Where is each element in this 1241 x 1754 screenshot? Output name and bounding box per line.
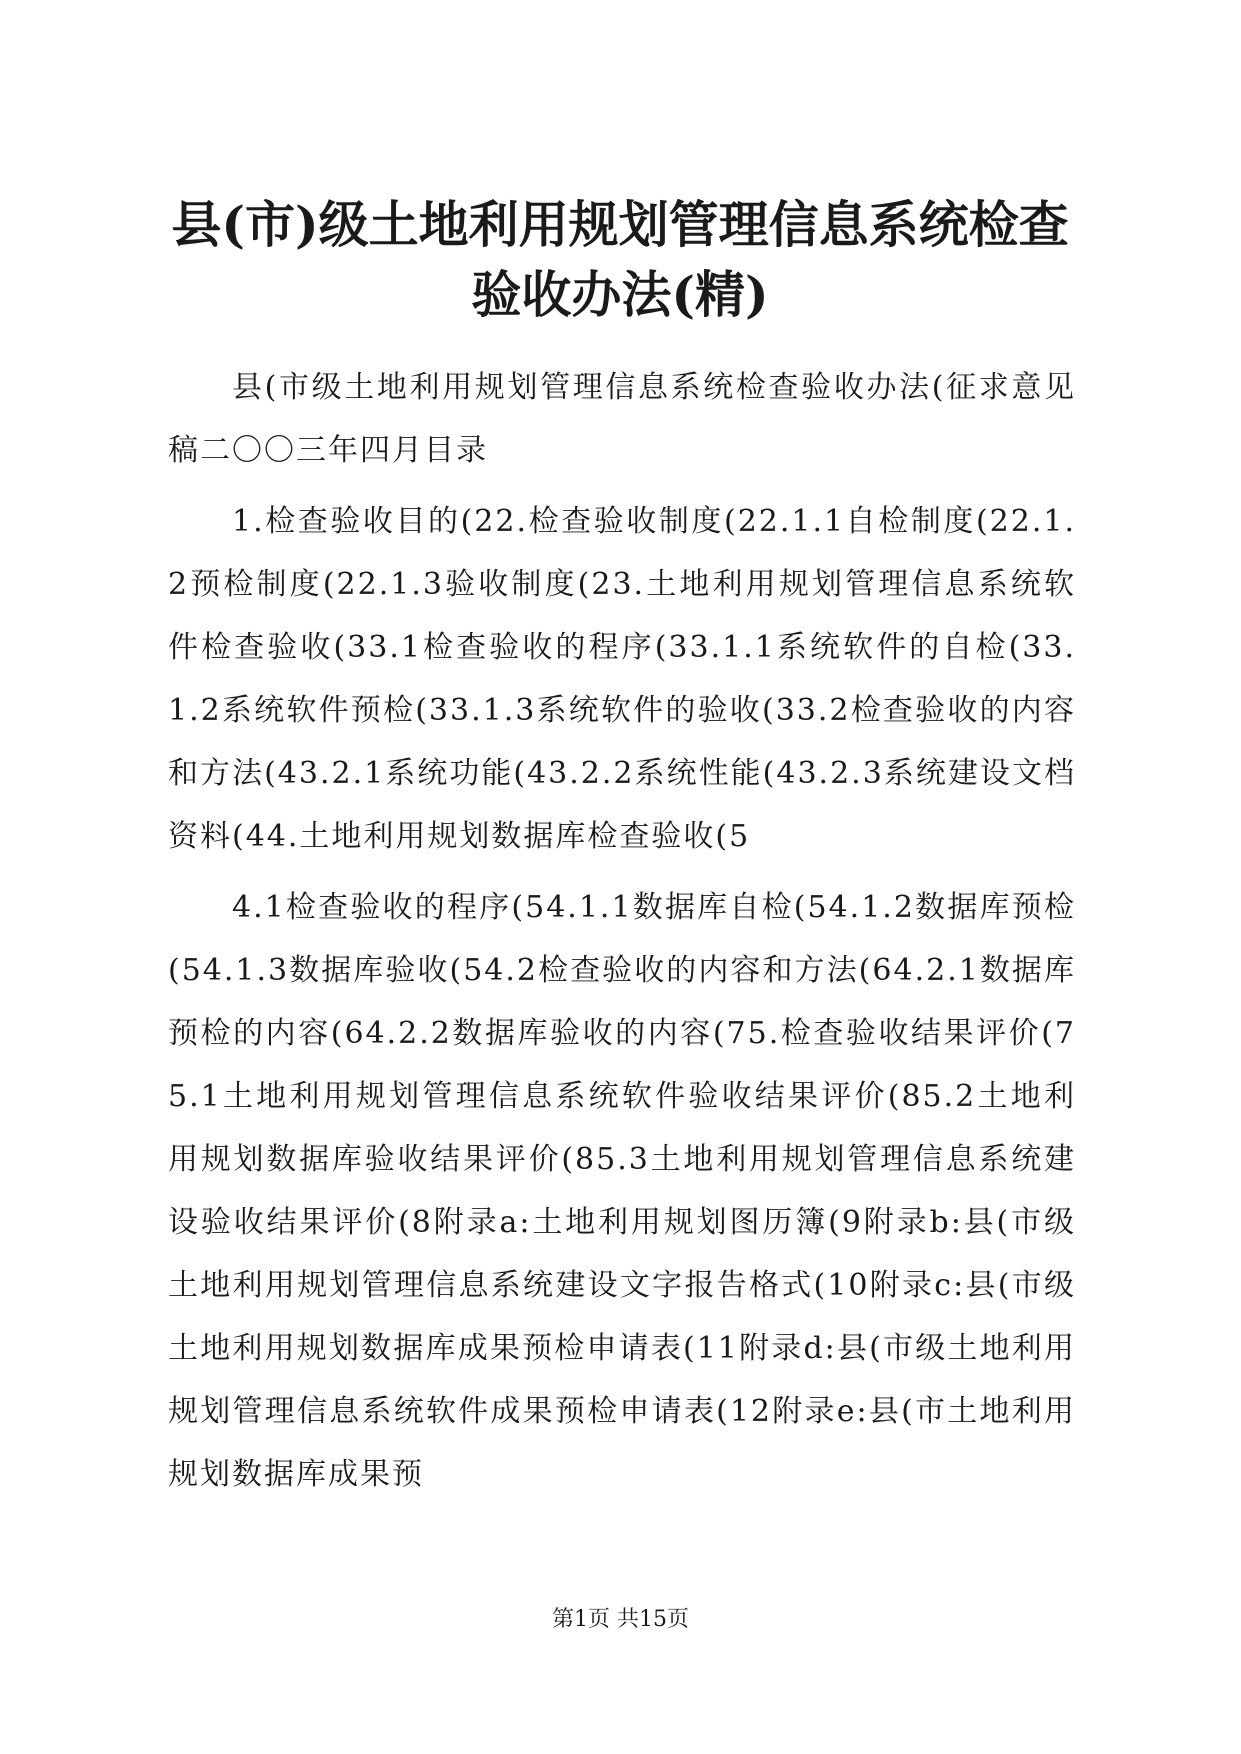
document-title: 县(市)级土地利用规划管理信息系统检查验收办法(精) <box>171 195 1069 324</box>
document-body <box>168 356 1076 1514</box>
paragraph: 1.检查验收目的(22.检查验收制度(22.1.1自检制度(22.1.2预检制度(22.1.3验收制度(23.土地利用规划管理信息系统软件检查验收(33.1检查验收的程序(33.1.1系统软件的自检(33.1.2系统软件预检(33.1.3系统软件的验收(33.2检查验收的内容和方法(43.2.1系统功能(43.2.2系统性能(43.2.3系统建设文档资料(44.土地利用规划数据库检查验收(5 <box>168 504 1076 854</box>
paragraph: 县(市级土地利用规划管理信息系统检查验收办法(征求意见稿二〇〇三年四月目录 <box>168 370 1076 468</box>
paragraph: 4.1检查验收的程序(54.1.1数据库自检(54.1.2数据库预检(54.1.3数据库验收(54.2检查验收的内容和方法(64.2.1数据库预检的内容(64.2.2数据库验收的内容(75.检查验收结果评价(75.1土地利用规划管理信息系统软件验收结果评价(85.2土地利用规划数据库验收结果评价(85.3土地利用规划管理信息系统建设验收结果评价(8附录a:土地利用规划图历簿(9附录b:县(市级土地利用规划管理信息系统建设文字报告格式(10附录c:县(市级土地利用规划数据库成果预检申请表(11附录d:县(市级土地利用规划管理信息系统软件成果预检申请表(12附录e:县(市土地利用规划数据库成果预 <box>168 890 1076 1492</box>
page-number-footer: 第1页 共15页 <box>552 1607 689 1632</box>
